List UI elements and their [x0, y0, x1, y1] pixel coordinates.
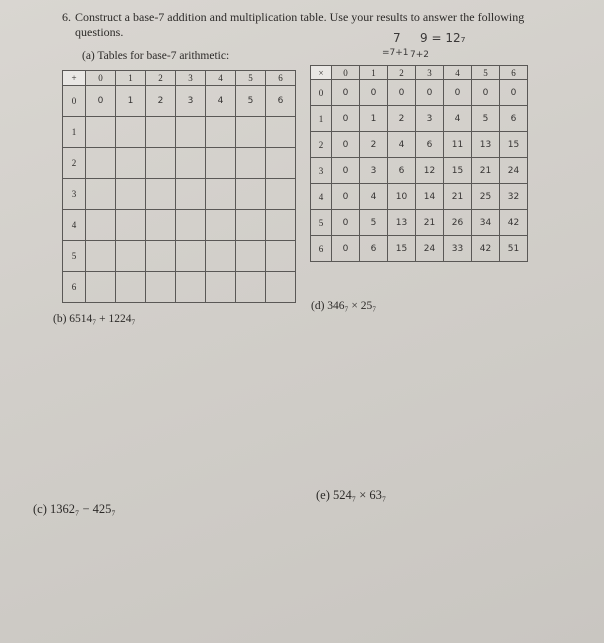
- multiplication-table-cell: 42: [500, 210, 528, 236]
- multiplication-table-column-header: 0: [332, 66, 360, 80]
- multiplication-table-cell: 11: [444, 132, 472, 158]
- multiplication-table-cell: 0: [416, 80, 444, 106]
- addition-table-cell: 6: [266, 86, 296, 117]
- question-prompt: Construct a base-7 addition and multiplication table. Use your results to answer the following questions.: [75, 10, 525, 39]
- addition-table: [62, 70, 296, 303]
- addition-table-row-header: 6: [63, 272, 86, 303]
- multiplication-table-cell: 3: [416, 106, 444, 132]
- multiplication-table-cell: 10: [388, 184, 416, 210]
- multiplication-table-row-header: 4: [311, 184, 332, 210]
- multiplication-table-cell: 51: [500, 236, 528, 262]
- addition-table-cell: [86, 148, 116, 179]
- addition-table-column-header: 0: [86, 71, 116, 86]
- multiplication-table-cell: 2: [388, 106, 416, 132]
- addition-table-cell: [116, 148, 146, 179]
- addition-table-cell: [266, 179, 296, 210]
- addition-table-cell: [146, 241, 176, 272]
- addition-table-cell: [116, 272, 146, 303]
- addition-table-cell: [86, 117, 116, 148]
- multiplication-table-cell: 12: [416, 158, 444, 184]
- addition-table-cell: [86, 210, 116, 241]
- addition-table-row-header: 0: [63, 86, 86, 117]
- question-number: 6.: [62, 10, 71, 24]
- multiplication-table-row-header: 0: [311, 80, 332, 106]
- addition-table-cell: [236, 241, 266, 272]
- multiplication-table-cell: 21: [416, 210, 444, 236]
- multiplication-table-cell: 42: [472, 236, 500, 262]
- addition-table-corner-symbol: +: [63, 71, 86, 86]
- addition-table-cell: [206, 272, 236, 303]
- addition-table-row: [63, 272, 296, 303]
- addition-table-cell: [266, 272, 296, 303]
- addition-table-cell: 1: [116, 86, 146, 117]
- multiplication-table-cell: 15: [388, 236, 416, 262]
- part-e-label: (e) 524₇ × 63₇: [316, 488, 387, 502]
- part-a-label: (a) Tables for base-7 arithmetic:: [82, 50, 230, 62]
- multiplication-table-cell: 5: [472, 106, 500, 132]
- addition-table-cell: [146, 117, 176, 148]
- addition-table-cell: [176, 117, 206, 148]
- handwritten-note: 9 = 12₇: [420, 31, 466, 45]
- addition-table-column-header: 1: [116, 71, 146, 86]
- multiplication-table-cell: 0: [332, 106, 360, 132]
- multiplication-table-column-header: 6: [500, 66, 528, 80]
- addition-table-row: [63, 148, 296, 179]
- addition-table-column-header: 3: [176, 71, 206, 86]
- multiplication-table-cell: 3: [360, 158, 388, 184]
- multiplication-table-row: [311, 106, 528, 132]
- addition-table-cell: [266, 148, 296, 179]
- multiplication-table-row-header: 3: [311, 158, 332, 184]
- multiplication-table-row: [311, 132, 528, 158]
- addition-table-cell: [266, 210, 296, 241]
- multiplication-table-row: [311, 210, 528, 236]
- multiplication-table-column-header: 3: [416, 66, 444, 80]
- multiplication-table-column-header: 5: [472, 66, 500, 80]
- multiplication-table-cell: 0: [472, 80, 500, 106]
- multiplication-table-cell: 32: [500, 184, 528, 210]
- addition-table-cell: [176, 148, 206, 179]
- addition-table-cell: [266, 241, 296, 272]
- multiplication-table-cell: 5: [360, 210, 388, 236]
- addition-table-cell: 2: [146, 86, 176, 117]
- addition-table-cell: [116, 179, 146, 210]
- multiplication-table-cell: 24: [500, 158, 528, 184]
- addition-table-cell: [206, 148, 236, 179]
- multiplication-table-corner-symbol: ×: [311, 66, 332, 80]
- addition-table-cell: 0: [86, 86, 116, 117]
- addition-table-row-header: 1: [63, 117, 86, 148]
- multiplication-table-row: [311, 80, 528, 106]
- multiplication-table-cell: 4: [388, 132, 416, 158]
- addition-table-cell: [116, 241, 146, 272]
- multiplication-table-cell: 25: [472, 184, 500, 210]
- addition-table-column-header: 2: [146, 71, 176, 86]
- addition-table-cell: [236, 210, 266, 241]
- multiplication-table-column-header: 2: [388, 66, 416, 80]
- handwritten-note: 7: [393, 31, 401, 45]
- addition-table-cell: [176, 272, 206, 303]
- addition-table-cell: [86, 272, 116, 303]
- multiplication-table-cell: 4: [444, 106, 472, 132]
- multiplication-table-cell: 13: [388, 210, 416, 236]
- multiplication-table-cell: 15: [500, 132, 528, 158]
- addition-table-row: [63, 179, 296, 210]
- multiplication-table-cell: 0: [332, 158, 360, 184]
- addition-table-cell: [236, 272, 266, 303]
- addition-table-cell: [116, 210, 146, 241]
- multiplication-table-row-header: 5: [311, 210, 332, 236]
- multiplication-table-cell: 4: [360, 184, 388, 210]
- multiplication-table-cell: 21: [472, 158, 500, 184]
- addition-table-cell: 4: [206, 86, 236, 117]
- multiplication-table-cell: 0: [332, 236, 360, 262]
- multiplication-table-row: [311, 158, 528, 184]
- addition-table-cell: [86, 179, 116, 210]
- addition-table-cell: [176, 210, 206, 241]
- addition-table-cell: [176, 179, 206, 210]
- addition-table-cell: [176, 241, 206, 272]
- addition-table-cell: [146, 272, 176, 303]
- addition-table-row: [63, 241, 296, 272]
- multiplication-table-cell: 24: [416, 236, 444, 262]
- multiplication-table-cell: 21: [444, 184, 472, 210]
- addition-table-cell: [206, 117, 236, 148]
- multiplication-table-cell: 0: [388, 80, 416, 106]
- addition-table-cell: [266, 117, 296, 148]
- addition-table-row-header: 3: [63, 179, 86, 210]
- multiplication-table-cell: 0: [500, 80, 528, 106]
- multiplication-table-row-header: 6: [311, 236, 332, 262]
- part-b-label: (b) 6514₇ + 1224₇: [53, 313, 136, 325]
- multiplication-table-cell: 2: [360, 132, 388, 158]
- multiplication-table-cell: 13: [472, 132, 500, 158]
- addition-table-row-header: 2: [63, 148, 86, 179]
- multiplication-table-cell: 6: [500, 106, 528, 132]
- multiplication-table-cell: 34: [472, 210, 500, 236]
- multiplication-table-cell: 26: [444, 210, 472, 236]
- addition-table-column-header: 6: [266, 71, 296, 86]
- multiplication-table-cell: 0: [332, 184, 360, 210]
- multiplication-table-row-header: 2: [311, 132, 332, 158]
- addition-table-cell: 5: [236, 86, 266, 117]
- multiplication-table-cell: 14: [416, 184, 444, 210]
- multiplication-table-column-header: 1: [360, 66, 388, 80]
- addition-table-cell: [146, 148, 176, 179]
- addition-table-cell: [206, 241, 236, 272]
- addition-table-cell: [146, 179, 176, 210]
- addition-table-cell: [236, 179, 266, 210]
- multiplication-table-cell: 6: [388, 158, 416, 184]
- addition-table-cell: [86, 241, 116, 272]
- multiplication-table-row: [311, 236, 528, 262]
- addition-table-column-header: 4: [206, 71, 236, 86]
- addition-table-cell: [206, 210, 236, 241]
- addition-table-row: [63, 117, 296, 148]
- addition-table-cell: [236, 148, 266, 179]
- addition-table-row-header: 5: [63, 241, 86, 272]
- multiplication-table-cell: 0: [360, 80, 388, 106]
- handwritten-note: 7+2: [410, 50, 429, 60]
- addition-table-column-header: 5: [236, 71, 266, 86]
- multiplication-table-cell: 0: [332, 80, 360, 106]
- multiplication-table-cell: 0: [332, 132, 360, 158]
- multiplication-table: [310, 65, 528, 262]
- multiplication-table-cell: 6: [416, 132, 444, 158]
- multiplication-table-column-header: 4: [444, 66, 472, 80]
- multiplication-table-cell: 33: [444, 236, 472, 262]
- multiplication-table-cell: 0: [332, 210, 360, 236]
- multiplication-table-row-header: 1: [311, 106, 332, 132]
- multiplication-table-cell: 6: [360, 236, 388, 262]
- multiplication-table-cell: 0: [444, 80, 472, 106]
- part-c-label: (c) 1362₇ − 425₇: [33, 502, 116, 516]
- addition-table-cell: [146, 210, 176, 241]
- addition-table-cell: 3: [176, 86, 206, 117]
- multiplication-table-cell: 15: [444, 158, 472, 184]
- addition-table-row-header: 4: [63, 210, 86, 241]
- addition-table-cell: [236, 117, 266, 148]
- addition-table-cell: [116, 117, 146, 148]
- addition-table-row: [63, 210, 296, 241]
- handwritten-note: =7+1: [382, 48, 409, 58]
- multiplication-table-row: [311, 184, 528, 210]
- part-d-label: (d) 346₇ × 25₇: [311, 300, 377, 312]
- multiplication-table-cell: 1: [360, 106, 388, 132]
- addition-table-cell: [206, 179, 236, 210]
- addition-table-row: [63, 86, 296, 117]
